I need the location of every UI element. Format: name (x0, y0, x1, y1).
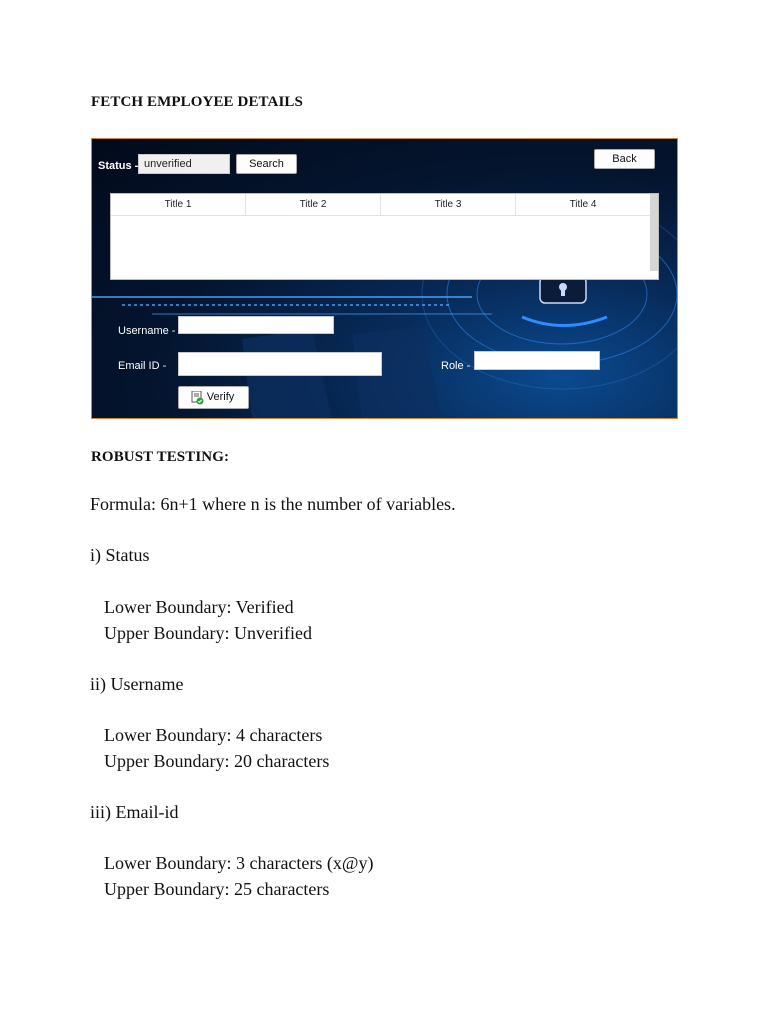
role-label: Role - (441, 360, 471, 372)
status-dropdown[interactable]: unverified (138, 154, 230, 174)
employee-table[interactable] (110, 193, 659, 280)
verify-icon (191, 391, 204, 405)
status-label: Status - (98, 160, 139, 172)
username-lower-boundary: Lower Boundary: 4 characters (104, 725, 323, 745)
app-screenshot (91, 138, 678, 419)
column-header[interactable]: Title 2 (246, 194, 381, 215)
search-button[interactable]: Search (236, 154, 297, 174)
email-field[interactable] (178, 352, 382, 376)
section-title-email: iii) Email-id (90, 802, 179, 822)
status-upper-boundary: Upper Boundary: Unverified (104, 623, 312, 643)
email-label: Email ID - (118, 360, 167, 372)
verify-label: Verify (206, 391, 235, 403)
column-header[interactable]: Title 3 (381, 194, 516, 215)
heading-robust-testing: ROBUST TESTING: (91, 449, 230, 465)
username-field[interactable] (178, 316, 334, 334)
email-upper-boundary: Upper Boundary: 25 characters (104, 879, 330, 899)
table-scrollbar[interactable] (650, 194, 658, 271)
username-upper-boundary: Upper Boundary: 20 characters (104, 751, 330, 771)
username-label: Username - (118, 325, 176, 337)
formula-text: Formula: 6n+1 where n is the number of variables. (90, 494, 456, 514)
column-header[interactable]: Title 1 (111, 194, 246, 215)
section-title-username: ii) Username (90, 674, 184, 694)
table-header (111, 194, 650, 216)
heading-fetch-employee-details: FETCH EMPLOYEE DETAILS (91, 94, 303, 110)
back-button[interactable]: Back (594, 149, 655, 169)
column-header[interactable]: Title 4 (569, 199, 597, 210)
role-field[interactable] (474, 351, 600, 370)
email-lower-boundary: Lower Boundary: 3 characters (x@y) (104, 853, 374, 873)
status-lower-boundary: Lower Boundary: Verified (104, 597, 294, 617)
section-title-status: i) Status (90, 545, 150, 565)
verify-button[interactable] (178, 386, 249, 409)
